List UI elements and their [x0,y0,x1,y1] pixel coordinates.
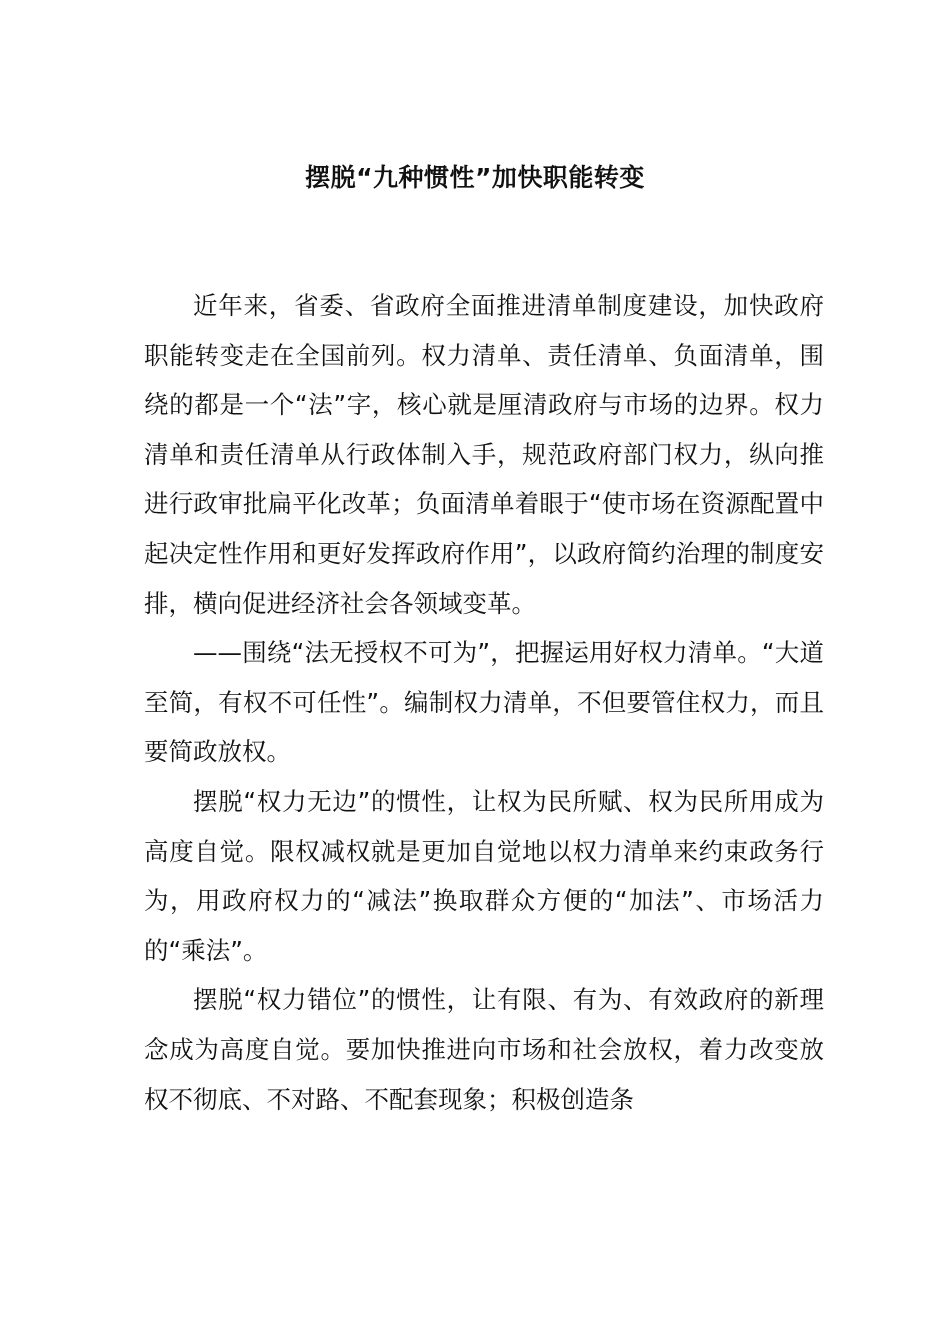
paragraph-2: ——围绕“法无授权不可为”，把握运用好权力清单。“大道至简，有权不可任性”。编制权力清单，不但要管住权力，而且要简政放权。 [144,638,824,767]
paragraph-4: 摆脱“权力错位”的惯性，让有限、有为、有效政府的新理念成为高度自觉。要加快推进向市场和社会放权，着力改变放权不彻底、不对路、不配套现象；积极创造条 [144,985,824,1114]
document-title: 摆脱“九种惯性”加快职能转变 [305,163,645,192]
paragraph-3: 摆脱“权力无边”的惯性，让权为民所赋、权为民所用成为高度自觉。限权减权就是更加自觉地以权力清单来约束政务行为，用政府权力的“减法”换取群众方便的“加法”、市场活力的“乘法”。 [144,786,824,965]
paragraph-1: 近年来，省委、省政府全面推进清单制度建设，加快政府职能转变走在全国前列。权力清单、责任清单、负面清单，围绕的都是一个“法”字，核心就是厘清政府与市场的边界。权力清单和责任清单从行政体制入手，规范政府部门权力，纵向推进行政审批扁平化改革；负面清单着眼于“使市场在资源配置中起决定性作用和更好发挥政府作用”，以政府简约治理的制度安排，横向促进经济社会各领域变革。 [144,291,824,618]
document-body [144,281,824,1124]
